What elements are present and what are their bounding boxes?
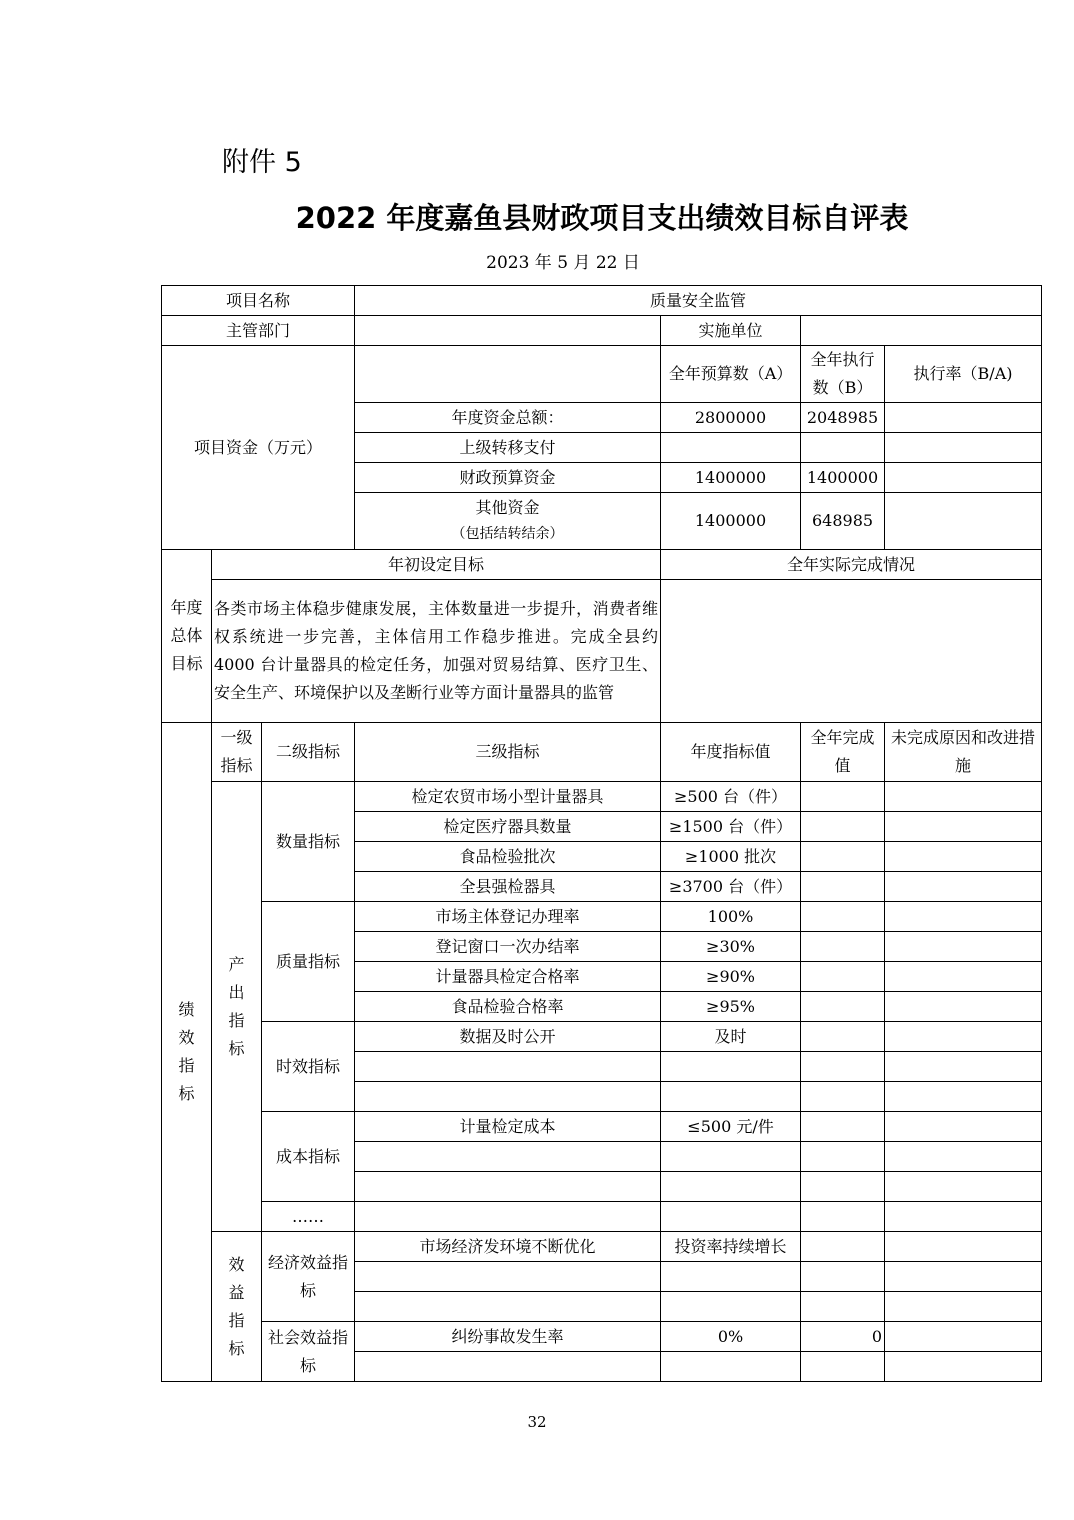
report-date xyxy=(0,248,1074,273)
indicator-done xyxy=(801,1112,885,1142)
dept-label: 主管部门 xyxy=(162,316,355,346)
indicator-reason xyxy=(885,1112,1042,1142)
header-level3: 三级指标 xyxy=(355,723,661,782)
funds-other-sub: （包括结转结余） xyxy=(451,526,564,542)
indicator-reason xyxy=(885,902,1042,932)
indicator-name: 检定医疗器具数量 xyxy=(355,812,661,842)
funds-other-rate xyxy=(885,493,1042,550)
goals-col-actual: 全年实际完成情况 xyxy=(661,550,1042,580)
table-row xyxy=(162,1022,1042,1052)
indicator-name xyxy=(355,1052,661,1082)
funds-row-exec: 2048985 xyxy=(801,403,885,433)
indicator-name xyxy=(355,1082,661,1112)
indicator-done xyxy=(801,932,885,962)
indicator-name: 检定农贸市场小型计量器具 xyxy=(355,782,661,812)
funds-col-budget: 全年预算数（A） xyxy=(661,346,801,403)
header-done: 全年完成值 xyxy=(801,723,885,782)
indicator-reason xyxy=(885,962,1042,992)
indicator-reason xyxy=(885,1202,1042,1232)
funds-row-rate xyxy=(885,403,1042,433)
indicator-done xyxy=(801,1202,885,1232)
indicator-reason xyxy=(885,1142,1042,1172)
indicator-name: 计量器具检定合格率 xyxy=(355,962,661,992)
indicator-done xyxy=(801,1232,885,1262)
indicator-reason xyxy=(885,992,1042,1022)
indicator-name: 食品检验批次 xyxy=(355,842,661,872)
header-reason: 未完成原因和改进措施 xyxy=(885,723,1042,782)
indicator-done xyxy=(801,992,885,1022)
indicator-target xyxy=(661,1142,801,1172)
funds-other-budget: 1400000 xyxy=(661,493,801,550)
indicator-done xyxy=(801,1352,885,1382)
indicator-reason xyxy=(885,932,1042,962)
indicator-reason xyxy=(885,872,1042,902)
indicator-name xyxy=(355,1142,661,1172)
funds-row-exec xyxy=(801,433,885,463)
indicator-done: 0 xyxy=(801,1322,885,1352)
indicator-reason xyxy=(885,1262,1042,1292)
indicator-target: ≥30% xyxy=(661,932,801,962)
indicator-target xyxy=(661,1262,801,1292)
evaluation-table xyxy=(161,285,1042,1382)
project-name-row xyxy=(162,286,1042,316)
quality-label: 质量指标 xyxy=(262,902,355,1022)
funds-row-budget xyxy=(661,433,801,463)
indicator-name: 计量检定成本 xyxy=(355,1112,661,1142)
header-target: 年度指标值 xyxy=(661,723,801,782)
indicator-target: ≥3700 台（件） xyxy=(661,872,801,902)
indicator-done xyxy=(801,1052,885,1082)
indicator-done xyxy=(801,842,885,872)
funds-col-rate: 执行率（B/A) xyxy=(885,346,1042,403)
page-number: 32 xyxy=(527,1413,547,1431)
funds-header-blank xyxy=(355,346,661,403)
indicator-target: 及时 xyxy=(661,1022,801,1052)
funds-row-label: 财政预算资金 xyxy=(355,463,661,493)
indicator-name: 市场经济发环境不断优化 xyxy=(355,1232,661,1262)
indicator-done xyxy=(801,1292,885,1322)
indicator-done xyxy=(801,1142,885,1172)
funds-row-label: 年度资金总额： xyxy=(355,403,661,433)
funds-other-label-cell xyxy=(355,493,661,550)
indicator-reason xyxy=(885,1022,1042,1052)
indicator-name xyxy=(355,1292,661,1322)
indicator-name: 登记窗口一次办结率 xyxy=(355,932,661,962)
indicator-done xyxy=(801,782,885,812)
project-name-label: 项目名称 xyxy=(162,286,355,316)
goals-actual-text xyxy=(661,580,1042,723)
goals-content-row xyxy=(162,580,1042,723)
indicator-target xyxy=(661,1352,801,1382)
indicator-target: ≥500 台（件） xyxy=(661,782,801,812)
indicator-target xyxy=(661,1202,801,1232)
indicators-header-row xyxy=(162,723,1042,782)
indicator-done xyxy=(801,872,885,902)
ellipsis-cell: …… xyxy=(262,1202,355,1232)
goals-col-set: 年初设定目标 xyxy=(212,550,661,580)
indicator-done xyxy=(801,1172,885,1202)
benefit-label: 效 益 指 标 xyxy=(212,1232,262,1382)
table-row xyxy=(162,1112,1042,1142)
indicator-reason xyxy=(885,842,1042,872)
indicator-name xyxy=(355,1202,661,1232)
indicator-target xyxy=(661,1052,801,1082)
output-label: 产 出 指 标 xyxy=(212,782,262,1232)
indicator-name: 市场主体登记办理率 xyxy=(355,902,661,932)
indicator-name: 全县强检器具 xyxy=(355,872,661,902)
indicator-reason xyxy=(885,812,1042,842)
title-text: 2022 年度嘉鱼县财政项目支出绩效目标自评表 xyxy=(295,201,909,235)
funds-col-exec: 全年执行数（B） xyxy=(801,346,885,403)
indicator-target: ≥1500 台（件） xyxy=(661,812,801,842)
indicator-reason xyxy=(885,1232,1042,1262)
funds-header-row xyxy=(162,346,1042,403)
indicator-reason xyxy=(885,1322,1042,1352)
indicator-target: ≤500 元/件 xyxy=(661,1112,801,1142)
indicator-reason xyxy=(885,1082,1042,1112)
indicator-target: ≥90% xyxy=(661,962,801,992)
dept-row xyxy=(162,316,1042,346)
indicator-reason xyxy=(885,782,1042,812)
timeliness-label: 时效指标 xyxy=(262,1022,355,1112)
goals-set-text: 各类市场主体稳步健康发展，主体数量进一步提升，消费者维权系统进一步完善，主体信用工作稳步推进。完成全县约 4000 台计量器具的检定任务，加强对贸易结算、医疗卫生、安全生产、环境保护以及垄断行业等方面计量器具的监管 xyxy=(212,580,661,723)
economic-label: 经济效益指标 xyxy=(262,1232,355,1322)
indicator-reason xyxy=(885,1172,1042,1202)
social-label: 社会效益指标 xyxy=(262,1322,355,1382)
goals-label: 年度总体目标 xyxy=(162,550,212,723)
table-row xyxy=(162,1322,1042,1352)
indicator-target xyxy=(661,1082,801,1112)
funds-row-rate xyxy=(885,433,1042,463)
indicator-reason xyxy=(885,1352,1042,1382)
funds-row-exec: 1400000 xyxy=(801,463,885,493)
funds-row-budget: 1400000 xyxy=(661,463,801,493)
indicator-done xyxy=(801,902,885,932)
indicator-name xyxy=(355,1172,661,1202)
indicator-target: 0% xyxy=(661,1322,801,1352)
indicator-done xyxy=(801,1082,885,1112)
annex-label: 附件 5 xyxy=(222,147,302,178)
funds-other-label: 其他资金 xyxy=(475,498,540,517)
indicator-name: 纠纷事故发生率 xyxy=(355,1322,661,1352)
indicator-target xyxy=(661,1172,801,1202)
indicator-name: 食品检验合格率 xyxy=(355,992,661,1022)
header-level2: 二级指标 xyxy=(262,723,355,782)
cost-label: 成本指标 xyxy=(262,1112,355,1202)
indicator-target: ≥95% xyxy=(661,992,801,1022)
table-row xyxy=(162,782,1042,812)
indicator-done xyxy=(801,1022,885,1052)
indicator-target: ≥1000 批次 xyxy=(661,842,801,872)
indicator-reason xyxy=(885,1052,1042,1082)
funds-other-exec: 648985 xyxy=(801,493,885,550)
header-level1: 一级指标 xyxy=(212,723,262,782)
indicator-reason xyxy=(885,1292,1042,1322)
unit-value xyxy=(801,316,1042,346)
indicator-target: 投资率持续增长 xyxy=(661,1232,801,1262)
indicator-name xyxy=(355,1262,661,1292)
project-name-value: 质量安全监管 xyxy=(355,286,1042,316)
indicators-label: 绩 效 指 标 xyxy=(162,723,212,1382)
funds-row-rate xyxy=(885,463,1042,493)
indicator-name: 数据及时公开 xyxy=(355,1022,661,1052)
indicator-target: 100% xyxy=(661,902,801,932)
indicator-done xyxy=(801,962,885,992)
indicator-target xyxy=(661,1292,801,1322)
indicator-done xyxy=(801,812,885,842)
indicator-name xyxy=(355,1352,661,1382)
funds-row-label: 上级转移支付 xyxy=(355,433,661,463)
date-text: 2023 年 5 月 22 日 xyxy=(486,253,640,273)
page-title xyxy=(0,196,1074,237)
quantity-label: 数量指标 xyxy=(262,782,355,902)
dept-value xyxy=(355,316,661,346)
indicator-done xyxy=(801,1262,885,1292)
unit-label: 实施单位 xyxy=(661,316,801,346)
goals-header-row xyxy=(162,550,1042,580)
table-row xyxy=(162,1202,1042,1232)
funds-label: 项目资金（万元） xyxy=(162,346,355,550)
table-row xyxy=(162,902,1042,932)
table-row xyxy=(162,1232,1042,1262)
funds-row-budget: 2800000 xyxy=(661,403,801,433)
